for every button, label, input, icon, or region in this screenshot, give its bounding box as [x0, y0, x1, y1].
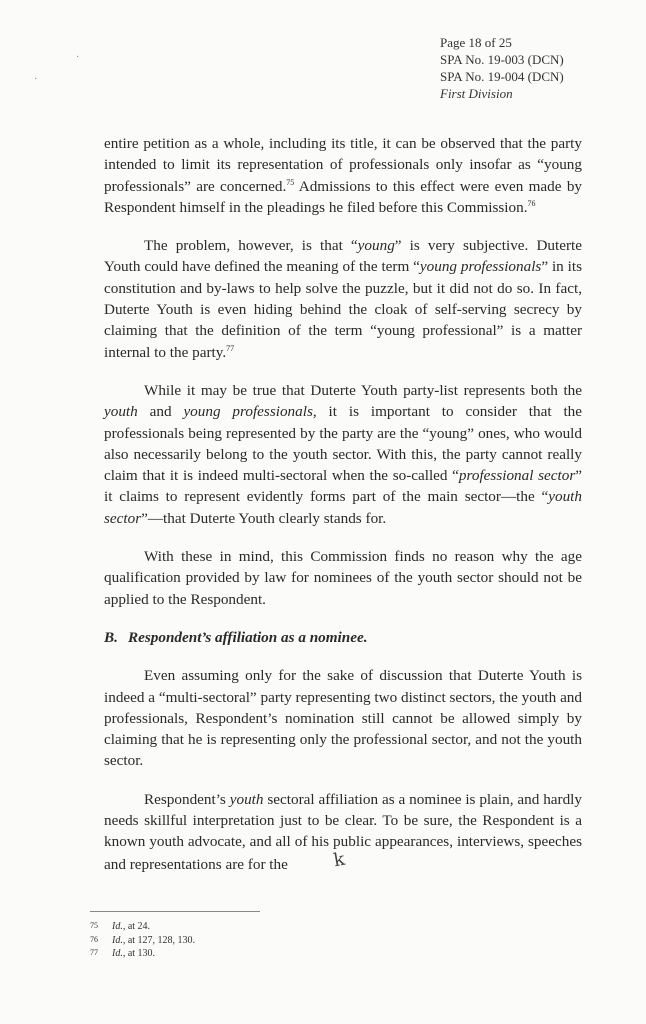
- section-heading: B. Respondent’s affiliation as a nominee.: [104, 628, 368, 646]
- paragraph-2: The problem, however, is that “young” is very subjective. Duterte Youth could have defined the meaning of the term “young professionals” in its constitution and by-laws to help solve the puzzle, but it did not do so. In fact, Duterte Youth is even hiding behind the cloak of self-serving secrecy by claiming that the definition of the term “young professional” is a matter internal to the party.$^{77}$: [104, 237, 582, 361]
- document-body: [104, 133, 582, 892]
- case-number-2: SPA No. 19-004 (DCN): [440, 69, 564, 84]
- footnote: 76 Id., at 127, 128, 130.: [90, 934, 196, 946]
- footnote-ref: 77: [226, 343, 235, 353]
- paragraph-3: While it may be true that Duterte Youth party-list represents both the youth and young professionals, it is important to consider that the professionals being represented by the party are the “young” ones, who would also necessarily belong to the youth sector. With this, the party cannot really claim that it is indeed multi-sectoral when the so-called “professional sector” it claims to represent evidently forms part of the main sector—the “youth sector”—that Duterte Youth clearly stands for.: [104, 381, 582, 527]
- scan-speck: ·: [76, 52, 80, 63]
- scan-speck: ·: [34, 74, 38, 85]
- footnotes: [90, 920, 195, 961]
- paragraph-6: Respondent’s youth sectoral affiliation as a nominee is plain, and hardly needs skillful interpretation just to be clear. To be sure, the Respondent is a known youth advocate, and all of his public appearances, interviews, speeches and representations are for the k: [104, 789, 582, 875]
- footnote: 75 Id., at 24.: [90, 921, 151, 932]
- footnote-ref: 75: [286, 177, 295, 187]
- page-number: Page 18 of 25: [440, 35, 512, 50]
- footnote: 77 Id., at 130.: [90, 948, 156, 959]
- paragraph-4: With these in mind, this Commission finds no reason why the age qualification provided by law for nominees of the youth sector should not be applied to the Respondent.: [104, 548, 582, 608]
- division-label: First Division: [440, 86, 513, 101]
- page-header: [440, 34, 564, 102]
- case-number-1: SPA No. 19-003 (DCN): [440, 52, 564, 67]
- handwritten-initial: k: [331, 848, 346, 871]
- paragraph-5: Even assuming only for the sake of discussion that Duterte Youth is indeed a “multi-sectoral” party representing two distinct sectors, the youth and professionals, Respondent’s nomination still cannot be allowed simply by claiming that he is representing only the professional sector, and not the youth sector.: [104, 667, 582, 770]
- footnote-divider: [90, 911, 260, 912]
- paragraph-1: entire petition as a whole, including its title, it can be observed that the party intended to limit its representation of professionals only insofar as “young professionals” are concerned.$^{75}$ Admissions to this effect were even made by Respondent himself in the pleadings he filed before this Commission.$^{76}$: [104, 135, 583, 216]
- footnote-ref: 76: [527, 198, 536, 208]
